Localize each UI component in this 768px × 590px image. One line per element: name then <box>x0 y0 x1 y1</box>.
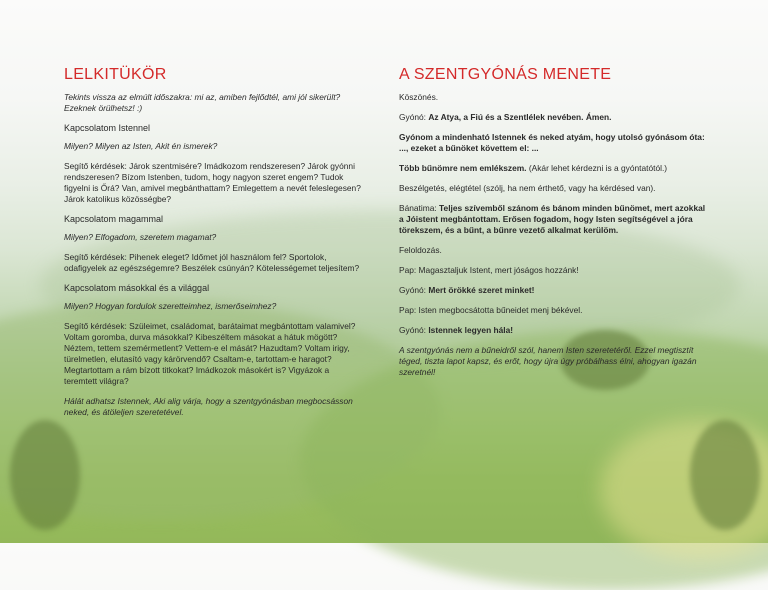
penitent-thanks <box>399 325 707 336</box>
speaker-label: Bánatima: <box>399 203 440 213</box>
section-heading: Kapcsolatom magammal <box>64 214 164 224</box>
left-intro: Tekints vissza az elmúlt időszakra: mi az, amiben fejlődtél, ami jól sikerült? Ezeknek örülhetsz! :) <box>64 92 341 113</box>
penitent-opening <box>399 112 707 123</box>
right-closing: A szentgyónás nem a bűneidről szól, hanem Isten szeretetéről. Ezzel megtisztít téged, tiszta lapot kapsz, és erőt, hogy újra úgy próbálhass élni, ahogyan igazán szeretnél! <box>399 345 697 377</box>
right-title: A SZENTGYÓNÁS MENETE <box>399 66 612 83</box>
response-text: Mert örökké szeret minket! <box>428 285 535 295</box>
thanks-text: Istennek legyen hála! <box>428 325 514 335</box>
section-body: Segítő kérdések: Szüleimet, családomat, barátaimat megbántottam valamivel? Voltam goromba, durva másokkal? Kibeszéltem másokat a hátuk mögött? Néztem, tettem szemérmetlent? Vettem-e el mását? Hazudtam? Voltam irigy, türelmetlen, elutasító vagy kárörvendő? Csaltam-e, tartottam-e haragot? Megtartottam a rám bízott titkokat? Imádkozok másokért is? Vigyázok a teremtett világra? <box>64 321 356 386</box>
section-question: Milyen? Hogyan fordulok szeretteimhez, ismerőseimhez? <box>64 301 277 311</box>
no-more-sins <box>399 163 707 174</box>
act-of-contrition <box>399 203 707 236</box>
background-tree <box>690 420 760 530</box>
no-more-sins-note: (Akár lehet kérdezni is a gyóntatótól.) <box>526 163 668 173</box>
penitent-response <box>399 285 707 296</box>
section-question: Milyen? Elfogadom, szeretem magamat? <box>64 232 217 242</box>
left-title: LELKITÜKÖR <box>64 66 167 83</box>
sign-of-cross-text: Az Atya, a Fiú és a Szentlélek nevében. Ámen. <box>428 112 612 122</box>
section-heading: Kapcsolatom másokkal és a világgal <box>64 283 210 293</box>
conversation-penance: Beszélgetés, elégtétel (szólj, ha nem érthető, vagy ha kérdésed van). <box>399 183 656 193</box>
background-tree <box>10 420 80 530</box>
greeting: Köszönés. <box>399 92 439 102</box>
priest-praise: Pap: Magasztaljuk Istent, mert jóságos hozzánk! <box>399 265 579 275</box>
section-body: Segítő kérdések: Járok szentmisére? Imádkozom rendszeresen? Járok gyónni rendszeresen? Bízom Istenben, tudom, hogy nagyon szeret engem? Tudok figyelni is Őrá? Van, amivel megbánthattam? Emlegettem a nevét feleslegesen? Járok katolikus közösségbe? <box>64 161 361 204</box>
absolution: Feloldozás. <box>399 245 442 255</box>
act-of-contrition-text: Teljes szívemből szánom és bánom minden bűnömet, mert azokkal a Jóistent megbántottam. Erősen fogadom, hogy Isten segítségével a jóra törekszem, és a bűnt, a bűnre vezető alkalmat kerülöm. <box>399 203 706 235</box>
section-question: Milyen? Milyen az Isten, Akit én ismerek? <box>64 141 218 151</box>
confession-formula: Gyónom a mindenható Istennek és neked atyám, hogy utolsó gyónásom óta: ..., ezeket a bűnöket követtem el: ... <box>399 132 705 153</box>
speaker-label: Gyónó: <box>399 285 429 295</box>
examination-of-conscience-column <box>64 66 364 427</box>
left-closing: Hálát adhatsz Istennek, Aki alig várja, hogy a szentgyónásban megbocsásson neked, és átöleljen szeretetével. <box>64 396 353 417</box>
confession-order-column <box>399 66 707 387</box>
section-body: Segítő kérdések: Pihenek eleget? Időmet jól használom fel? Sportolok, odafigyelek az egészségemre? Beszélek csúnyán? Kötelességemet teljesítem? <box>64 252 360 273</box>
section-heading: Kapcsolatom Istennel <box>64 123 151 133</box>
no-more-sins-bold: Több bűnömre nem emlékszem. <box>399 163 527 173</box>
speaker-label: Gyónó: <box>399 325 429 335</box>
priest-dismissal: Pap: Isten megbocsátotta bűneidet menj békével. <box>399 305 583 315</box>
speaker-label: Gyónó: <box>399 112 429 122</box>
